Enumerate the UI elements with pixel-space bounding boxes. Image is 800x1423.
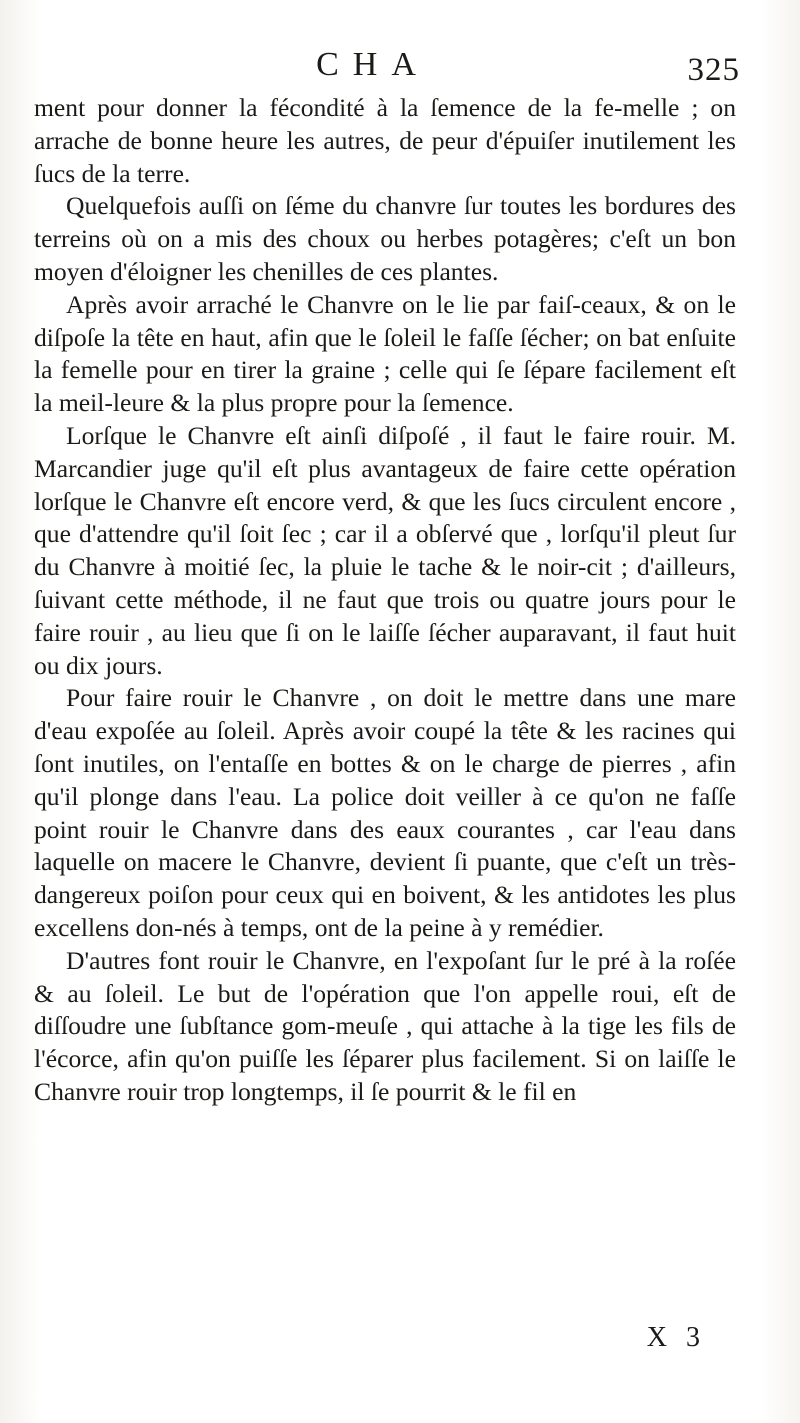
paragraph: Après avoir arraché le Chanvre on le lie par faiſ-ceaux, & on le diſpoſe la tête en haut, afin que le ſoleil le faſſe ſécher; on bat enſuite la femelle pour en tirer la graine ; celle qui ſe ſépare facilement eſt la meil-leure & la plus propre pour la ſemence. <box>34 289 736 418</box>
signature-mark: X 3 <box>646 1322 706 1353</box>
paragraph: Pour faire rouir le Chanvre , on doit le mettre dans une mare d'eau expoſée au ſoleil. Après avoir coupé la tête & les racines qui ſont inutiles, on l'entaſſe en bottes & on le charge de pierres , afin qu'il plonge dans l'eau. La police doit veiller à ce qu'on ne faſſe point rouir le Chanvre dans des eaux courantes , car l'eau dans laquelle on macere le Chanvre, devient ſi puante, que c'eſt un très-dangereux poiſon pour ceux qui en boivent, & les antidotes les plus excellens don-nés à temps, ont de la peine à y remédier. <box>34 683 736 942</box>
paragraph: Quelquefois auſſi on ſéme du chanvre ſur toutes les bordures des terreins où on a mis des choux ou herbes potagères; c'eſt un bon moyen d'éloigner les chenilles de ces plantes. <box>34 191 736 286</box>
paragraph-continuation: ment pour donner la fécondité à la ſemence de la fe-melle ; on arrache de bonne heure les autres, de peur d'épuiſer inutilement les ſucs de la terre. <box>34 93 736 188</box>
page-number: 325 <box>687 52 740 88</box>
running-title: CHA <box>316 46 430 83</box>
paragraph: D'autres font rouir le Chanvre, en l'expoſant ſur le pré à la roſée & au ſoleil. Le but de l'opération que l'on appelle roui, eſt de diſſoudre une ſubſtance gom-meuſe , qui attache à la tige les fils de l'écorce, afin qu'on puiſſe les ſéparer plus facilement. Si on laiſſe le Chanvre rouir trop longtemps, il ſe pourrit & le fil en <box>34 945 736 1106</box>
paragraph: Lorſque le Chanvre eſt ainſi diſpoſé , il faut le faire rouir. M. Marcandier juge qu'il eſt plus avantageux de faire cette opération lorſque le Chanvre eſt encore verd, & que les ſucs circulent encore , que d'attendre qu'il ſoit ſec ; car il a obſervé que , lorſqu'il pleut ſur du Chanvre à moitié ſec, la pluie le tache & le noir-cit ; d'ailleurs, ſuivant cette méthode, il ne faut que trois ou quatre jours pour le faire rouir , au lieu que ſi on le laiſſe ſécher auparavant, il faut huit ou dix jours. <box>34 420 736 680</box>
body-text <box>34 92 736 1109</box>
running-head <box>0 46 800 94</box>
